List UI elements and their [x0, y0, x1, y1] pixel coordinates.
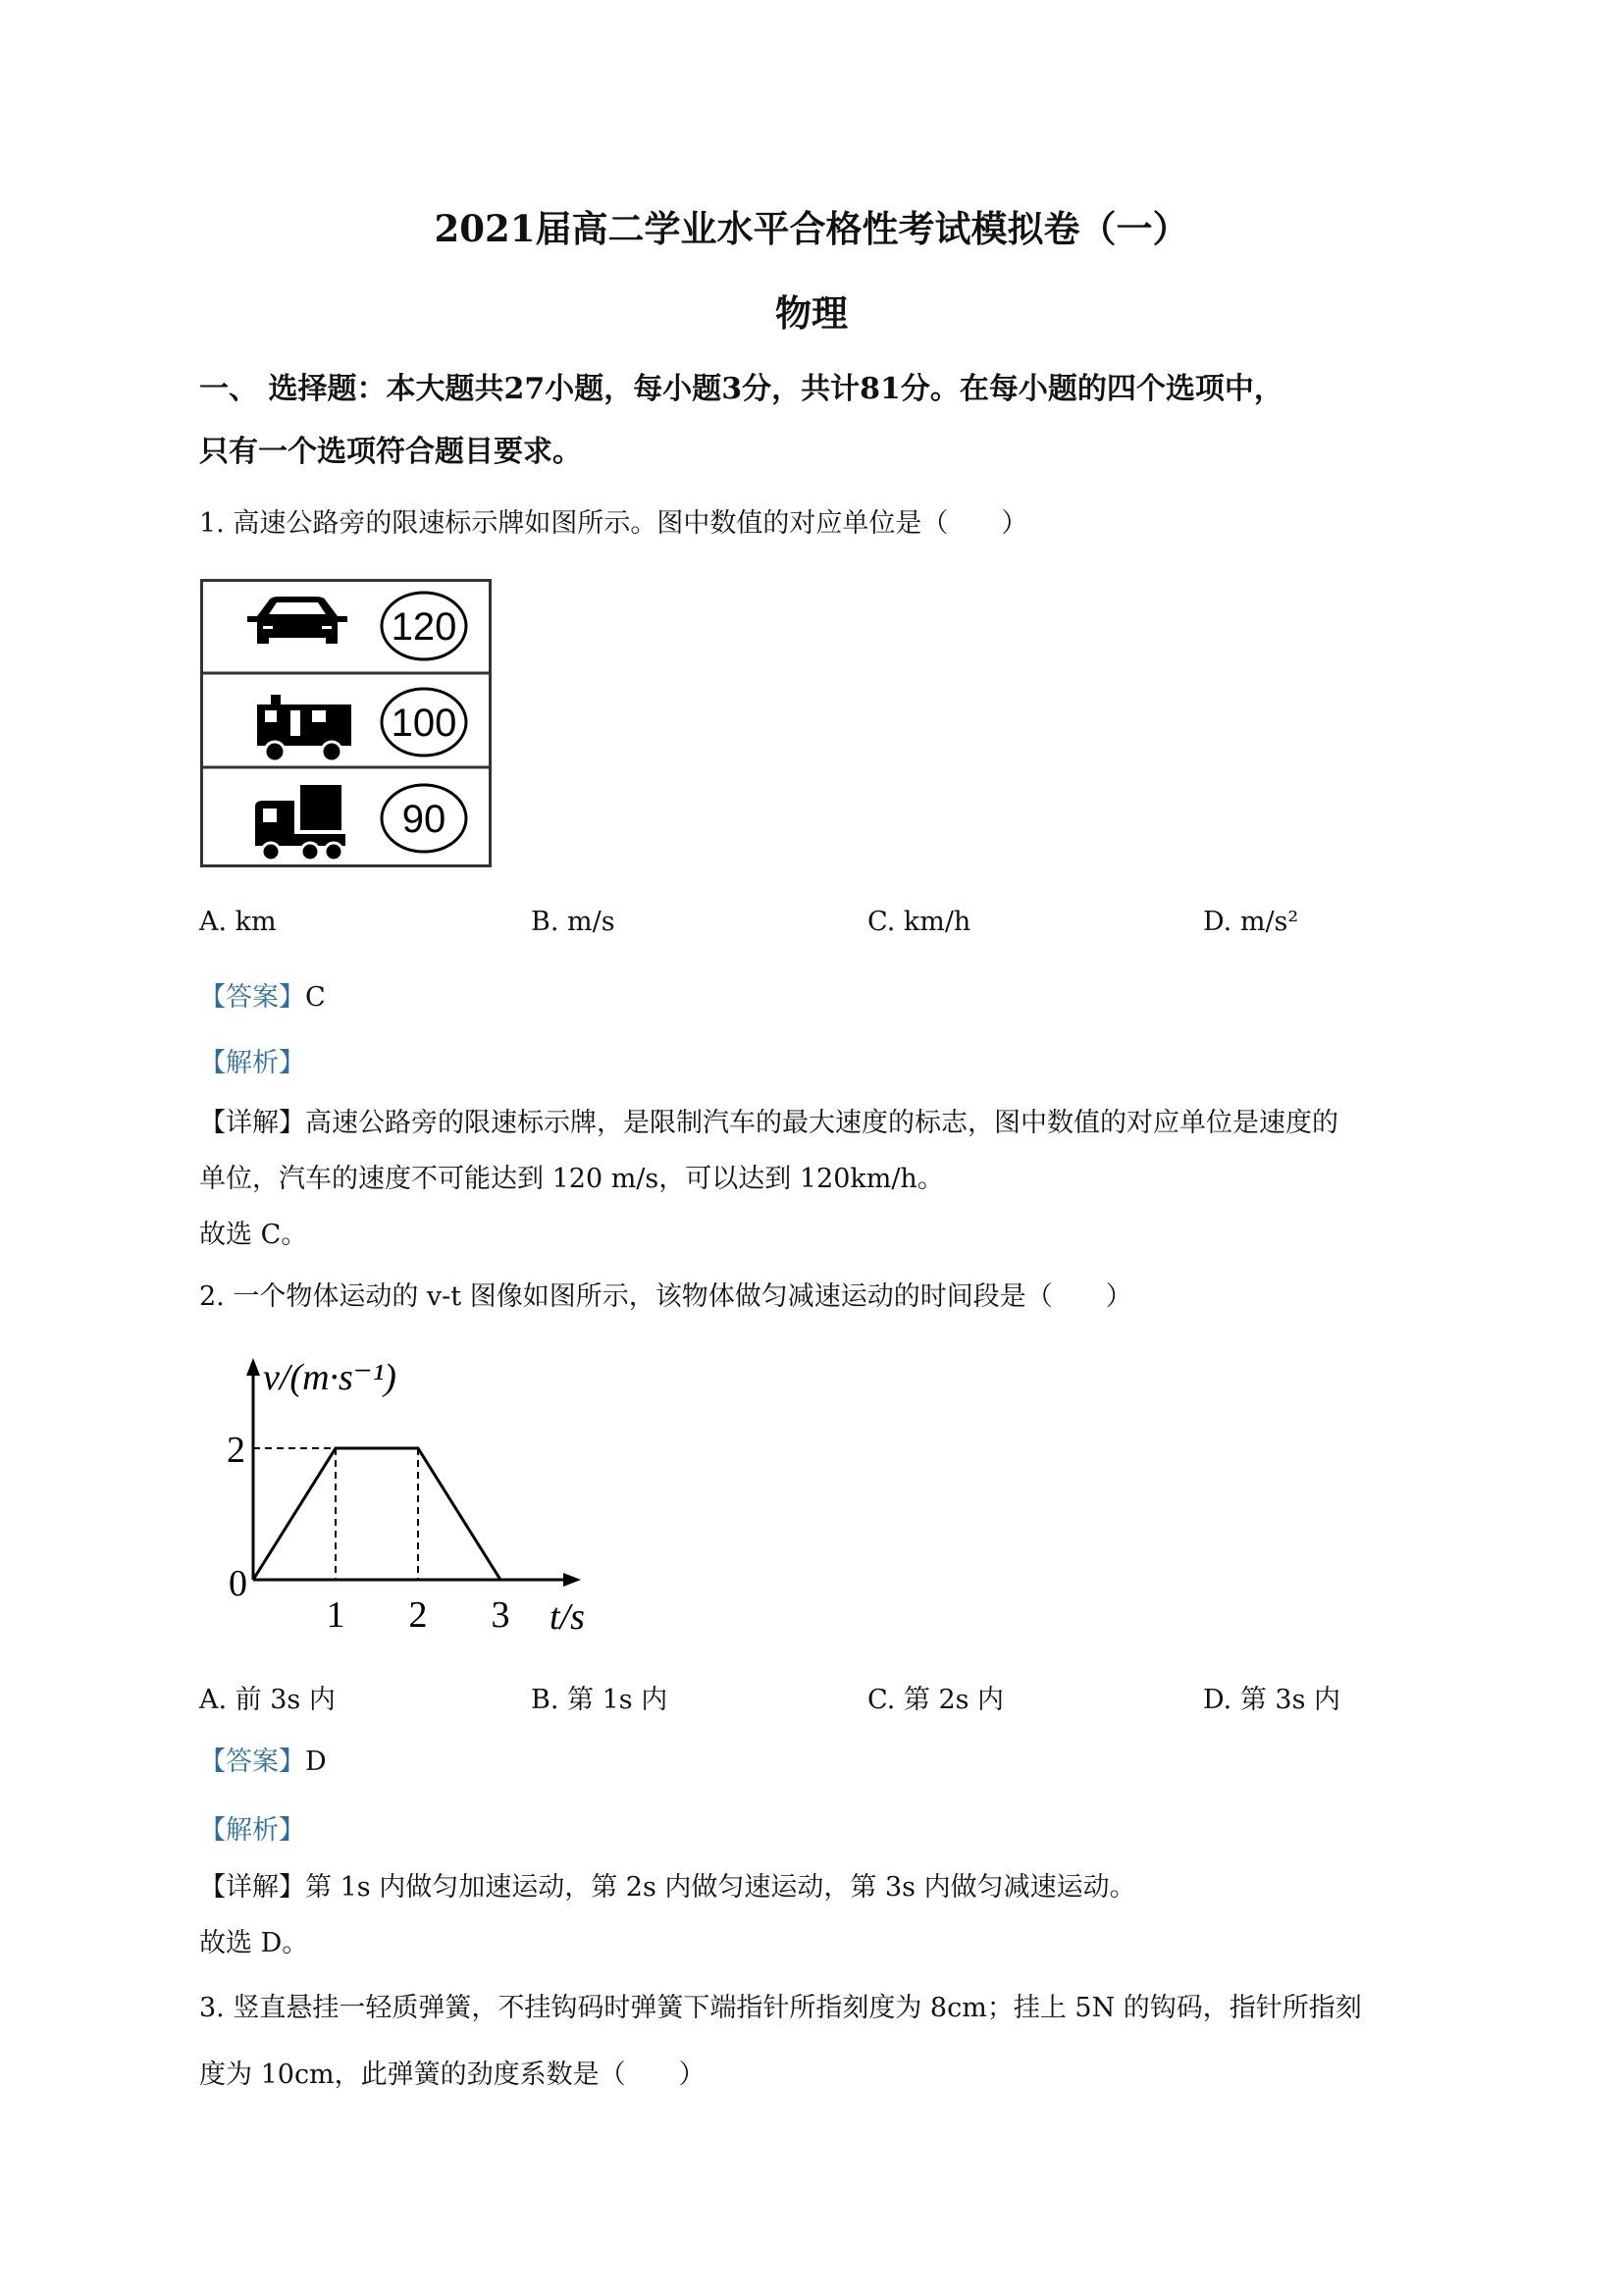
- q2-stem: 2. 一个物体运动的 v-t 图像如图所示，该物体做匀减速运动的时间段是（ ）: [199, 1281, 1132, 1312]
- speed-limit-sign: [200, 579, 492, 867]
- x-axis-arrow: [563, 1573, 581, 1587]
- subject-title: 物理: [775, 291, 848, 335]
- q2-detail-line1: [199, 1870, 1136, 1905]
- answer-label: 【答案】: [199, 1747, 305, 1777]
- q1-answer: [199, 980, 326, 1016]
- answer-value: C: [305, 982, 326, 1013]
- q1-detail-line1: [199, 1106, 1338, 1141]
- q1-option-a: A. km: [199, 907, 277, 937]
- q2-answer: [199, 1745, 327, 1780]
- q3-stem-line1: 3. 竖直悬挂一轻质弹簧，不挂钩码时弹簧下端指针所指刻度为 8cm；挂上 5N 的钩码，指针所指刻: [199, 1993, 1362, 2023]
- exam-title: 2021届高二学业水平合格性考试模拟卷（一）: [434, 207, 1189, 250]
- x-tick-label: 2: [408, 1594, 428, 1636]
- section-heading-line2: 只有一个选项符合题目要求。: [199, 435, 582, 469]
- section-heading-line1: 一、 选择题：本大题共27小题，每小题3分，共计81分。在每小题的四个选项中，: [199, 372, 1283, 406]
- q3-stem-line2: 度为 10cm，此弹簧的劲度系数是（ ）: [199, 2060, 706, 2090]
- q1-option-b: B. m/s: [531, 907, 615, 937]
- q2-analysis-label: 【解析】: [199, 1815, 305, 1846]
- q1-analysis-label: 【解析】: [199, 1048, 305, 1078]
- q2-option-d: D. 第 3s 内: [1203, 1685, 1341, 1715]
- detail-text: 第 1s 内做匀加速运动，第 2s 内做匀速运动，第 3s 内做匀减速运动。: [305, 1872, 1136, 1903]
- answer-value: D: [305, 1747, 327, 1777]
- q1-option-c: C. km/h: [867, 907, 971, 937]
- vt-graph: [196, 1344, 628, 1648]
- limit-truck: 90: [401, 798, 446, 841]
- q2-option-b: B. 第 1s 内: [531, 1685, 668, 1715]
- q1-detail-line2: 单位，汽车的速度不可能达到 120 m/s，可以达到 120km/h。: [199, 1164, 944, 1194]
- q1-stem: 1. 高速公路旁的限速标示牌如图所示。图中数值的对应单位是（ ）: [199, 508, 1028, 539]
- x-tick-label: 1: [326, 1594, 345, 1636]
- y-axis-label: v/(m·s⁻¹): [263, 1357, 396, 1398]
- limit-bus: 100: [391, 702, 457, 745]
- x-axis-label: t/s: [550, 1596, 585, 1638]
- answer-label: 【答案】: [199, 982, 305, 1013]
- q2-option-c: C. 第 2s 内: [867, 1685, 1005, 1715]
- q2-option-a: A. 前 3s 内: [199, 1685, 336, 1715]
- y-axis-arrow: [246, 1358, 260, 1376]
- detail-label: 【详解】: [199, 1872, 305, 1903]
- q2-conclusion: 故选 D。: [199, 1928, 309, 1958]
- origin-label: 0: [229, 1563, 247, 1604]
- velocity-line: [253, 1448, 500, 1580]
- detail-label: 【详解】: [199, 1108, 305, 1138]
- q1-option-d: D. m/s²: [1203, 907, 1299, 937]
- limit-car: 120: [391, 605, 457, 649]
- y-tick-label: 2: [227, 1430, 245, 1471]
- detail-text: 高速公路旁的限速标示牌，是限制汽车的最大速度的标志，图中数值的对应单位是速度的: [305, 1108, 1338, 1138]
- q1-conclusion: 故选 C。: [199, 1220, 308, 1250]
- x-tick-label: 3: [491, 1594, 510, 1636]
